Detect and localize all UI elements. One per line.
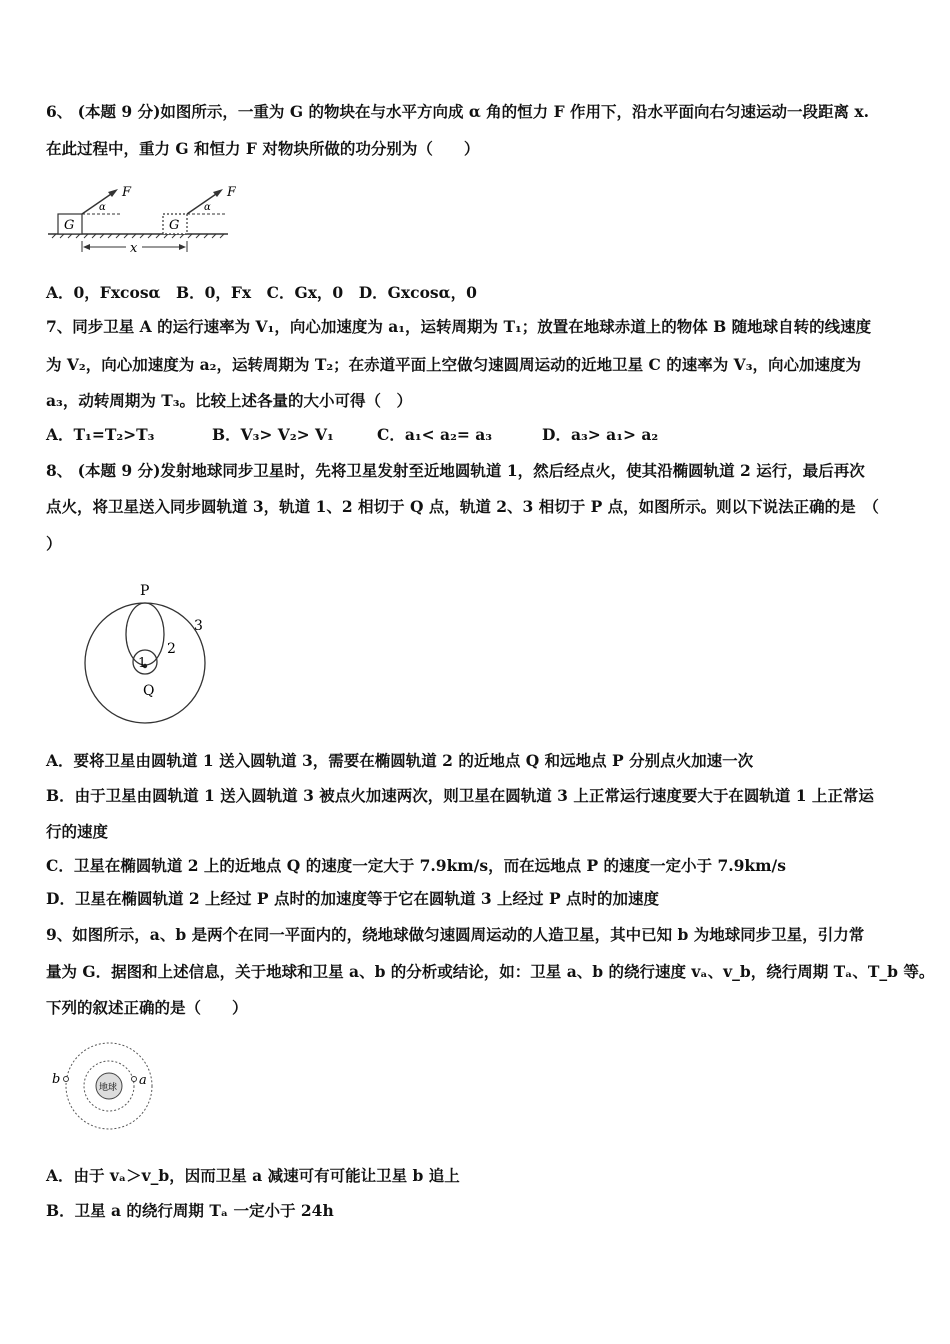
q6-text-line2: 在此过程中，重力 G 和恒力 F 对物块所做的功分别为（ ） <box>46 139 480 158</box>
q9-figure-satellites <box>46 1036 166 1136</box>
q6-text-line1: 6、 (本题 9 分)如图所示，一重为 G 的物块在与水平方向成 α 角的恒力 F 作用下，沿水平面向右匀速运动一段距离 x. <box>46 102 870 121</box>
block-start-label: G <box>64 218 75 233</box>
q8-option-c: C．卫星在椭圆轨道 2 上的近地点 Q 的速度一定大于 7.9km/s，而在远地点 P 的速度一定小于 7.9km/s <box>46 856 786 875</box>
q9-option-b: B．卫星 a 的绕行周期 Tₐ 一定小于 24h <box>46 1201 334 1220</box>
force-arrow-end <box>187 192 219 214</box>
force-arrow-start <box>82 192 114 214</box>
point-q-label: Q <box>143 683 155 699</box>
earth-label: 地球 <box>99 1083 118 1093</box>
q7-option-a: A．T₁=T₂>T₃ <box>46 425 155 444</box>
q7-text-line2: 为 V₂，向心加速度为 a₂，运转周期为 T₂；在赤道平面上空做匀速圆周运动的近地卫星 C 的速率为 V₃，向心加速度为 <box>46 355 862 374</box>
orbit-2-label: 2 <box>167 641 176 657</box>
q8-text-line1: 8、 (本题 9 分)发射地球同步卫星时，先将卫星发射至近地圆轨道 1，然后经点火，使其沿椭圆轨道 2 运行，最后再次 <box>46 461 865 480</box>
q7-text-line3: a₃，动转周期为 T₃。比较上述各量的大小可得（ ） <box>46 391 413 410</box>
q9-text-line3: 下列的叙述正确的是（ ） <box>46 998 248 1017</box>
ground-surface <box>48 234 228 238</box>
force-label-end: F <box>227 185 236 200</box>
q7-option-c: C．a₁< a₂= a₃ <box>377 425 493 444</box>
force-label-start: F <box>122 185 132 200</box>
point-p-label: P <box>140 583 150 599</box>
q8-text-line3: ） <box>46 534 62 553</box>
q9-option-a: A．由于 vₐ＞v_b，因而卫星 a 减速可有可能让卫星 b 追上 <box>46 1166 460 1185</box>
q9-text-line2: 量为 G．据图和上述信息，关于地球和卫星 a、b 的分析或结论，如：卫星 a、b 的绕行速度 vₐ、v_b，绕行周期 Tₐ、T_b 等。 <box>46 962 935 981</box>
satellite-b-icon <box>64 1077 69 1082</box>
orbit-3-label: 3 <box>194 618 203 634</box>
q8-figure-orbits <box>80 578 215 730</box>
block-end-label: G <box>169 218 180 233</box>
q8-option-a: A．要将卫星由圆轨道 1 送入圆轨道 3，需要在椭圆轨道 2 的近地点 Q 和远地点 P 分别点火加速一次 <box>46 751 754 770</box>
q8-option-b-line2: 行的速度 <box>46 822 109 841</box>
q6-options: A．0，Fxcosα B．0，Fx C．Gx，0 D．Gxcosα，0 <box>46 283 477 302</box>
q8-option-b-line1: B．由于卫星由圆轨道 1 送入圆轨道 3 被点火加速两次，则卫星在圆轨道 3 上正常运行速度要大于在圆轨道 1 上正常运 <box>46 786 874 805</box>
angle-label-end: α <box>204 202 211 213</box>
q8-option-d: D．卫星在椭圆轨道 2 上经过 P 点时的加速度等于它在圆轨道 3 上经过 P 点时的加速度 <box>46 889 659 908</box>
satellite-a-icon <box>132 1077 137 1082</box>
satellite-b-label: b <box>52 1072 61 1087</box>
q9-text-line1: 9、如图所示，a、b 是两个在同一平面内的，绕地球做匀速圆周运动的人造卫星，其中已知 b 为地球同步卫星，引力常 <box>46 925 865 944</box>
q7-text-line1: 7、同步卫星 A 的运行速率为 V₁，向心加速度为 a₁，运转周期为 T₁；放置在地球赤道上的物体 B 随地球自转的线速度 <box>46 317 872 336</box>
q7-option-b: B．V₃> V₂> V₁ <box>212 425 334 444</box>
q6-figure-block-on-ground <box>46 180 236 258</box>
q7-option-d: D．a₃> a₁> a₂ <box>542 425 659 444</box>
orbit-1-label: 1 <box>138 656 147 671</box>
satellite-a-label: a <box>139 1073 147 1088</box>
angle-label-start: α <box>99 202 106 213</box>
q8-text-line2: 点火，将卫星送入同步圆轨道 3，轨道 1、2 相切于 Q 点，轨道 2、3 相切于 P 点，如图所示。则以下说法正确的是 （ <box>46 497 879 516</box>
displacement-label: x <box>130 241 138 256</box>
